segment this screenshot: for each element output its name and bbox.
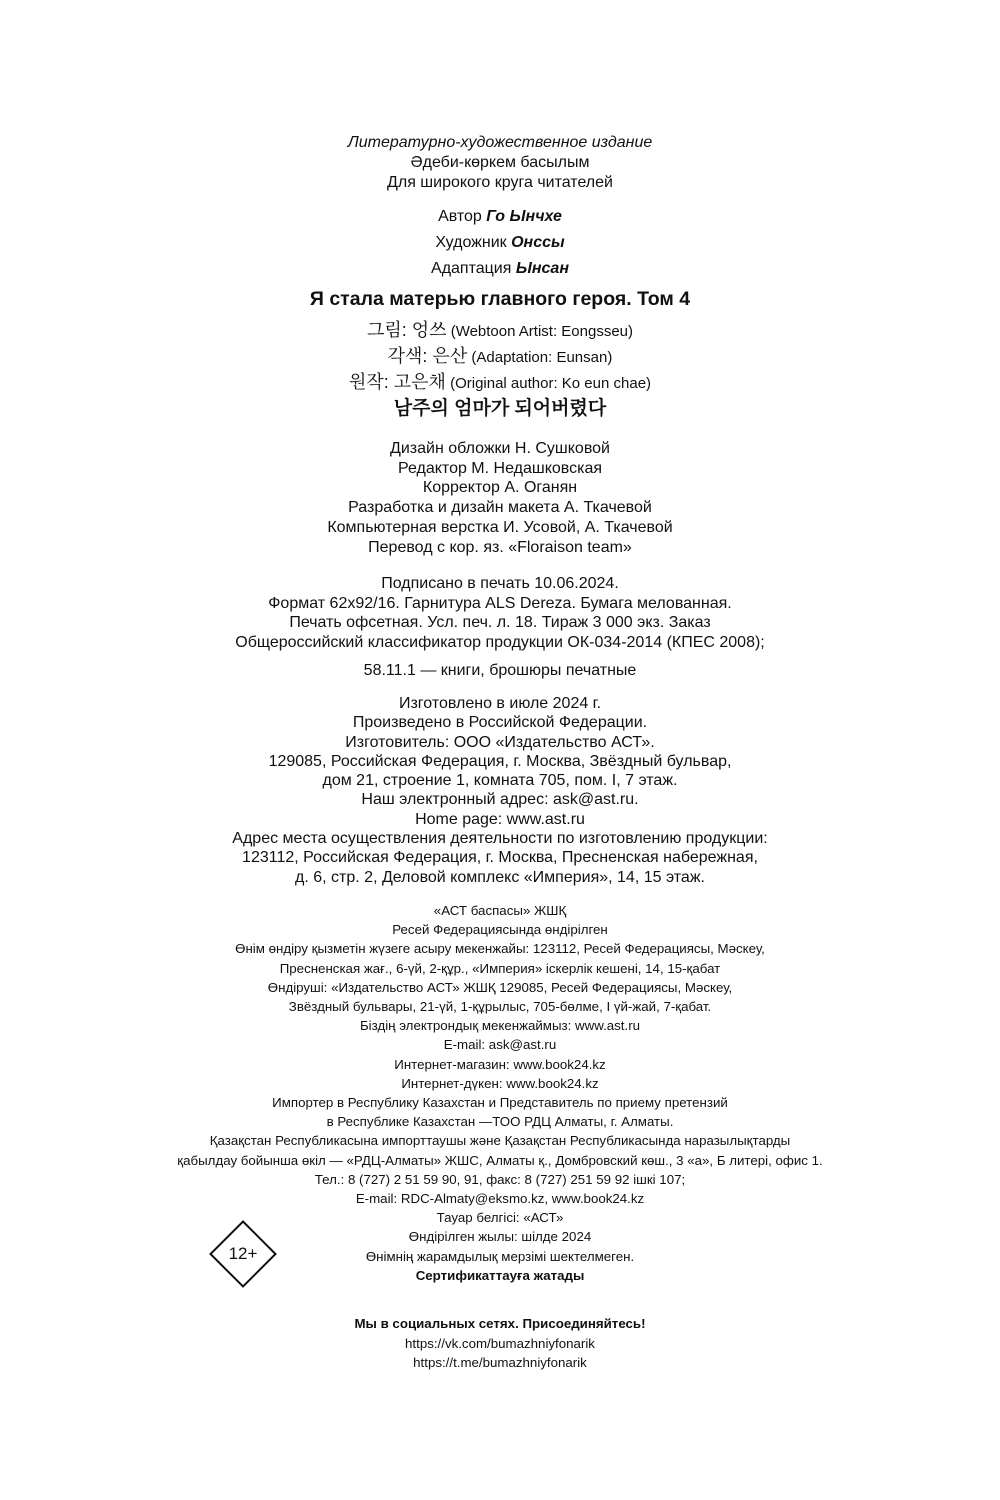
kazakh-line: Звёздный бульвары, 21-үй, 1-құрылыс, 705-бөлме, I үй-жай, 7-қабат.	[288, 999, 712, 1015]
kazakh-line: Өнімнің жарамдылық мерзімі шектелмеген.	[365, 1248, 635, 1264]
staff-credits	[0, 439, 1000, 557]
print-line: Подписано в печать 10.06.2024.	[381, 575, 619, 592]
kazakh-line: Өндіруші: «Издательство АСТ» ЖШҚ 129085, Ресей Федерациясы, Мәскеу,	[267, 979, 733, 995]
author-line	[0, 204, 1000, 230]
kazakh-line: қабылдау бойынша өкіл — «РДЦ-Алматы» ЖШС, Алматы қ., Домбровский көш., 3 «а», Б литері, офис 1.	[177, 1152, 823, 1168]
kazakh-line: Қазақстан Республикасына импорттаушы және Қазақстан Республикасында наразылықтарды	[209, 1133, 791, 1149]
staff-line: Разработка и дизайн макета А. Ткачевой	[348, 499, 652, 517]
kazakh-line: в Республике Казахстан —ТОО РДЦ Алматы, г. Алматы.	[326, 1114, 674, 1130]
adaptation-name: Ынсан	[515, 260, 569, 277]
edition-type-kz: Әдеби-көркем басылым	[410, 154, 590, 171]
certification-note: Сертификаттауға жатады	[415, 1267, 585, 1283]
manufacturer-line: Home page: www.ast.ru	[415, 810, 585, 828]
age-rating-badge	[209, 1220, 277, 1288]
adaptation-line	[0, 256, 1000, 282]
korean-title: 남주의 엄마가 되어버렸다	[393, 398, 607, 419]
manufacturer-line: Изготовитель: ООО «Издательство АСТ».	[345, 733, 655, 751]
manufacturer-line: Произведено в Российской Федерации.	[352, 714, 648, 732]
staff-line: Перевод с кор. яз. «Floraison team»	[368, 538, 632, 556]
korean-credit-en: (Webtoon Artist: Eongsseu)	[450, 323, 634, 340]
kazakh-line: Ресей Федерациясында өндірілген	[392, 922, 608, 938]
artist-label: Художник	[435, 234, 507, 251]
product-code: 58.11.1 — книги, брошюры печатные	[363, 662, 637, 679]
staff-line: Редактор М. Недашковская	[397, 459, 603, 477]
manufacturer-line: 123112, Российская Федерация, г. Москва, Пресненская набережная,	[242, 849, 758, 867]
artist-name: Онссы	[511, 234, 565, 251]
korean-credits	[0, 318, 1000, 396]
manufacturer-line: Адрес места осуществления деятельности по изготовлению продукции:	[232, 830, 768, 848]
korean-credit-ko: 그림: 엉쓰	[366, 320, 447, 340]
kazakhstan-info	[0, 901, 1000, 1285]
author-name: Го Ынчхе	[486, 208, 562, 225]
korean-credit-en: (Adaptation: Eunsan)	[471, 349, 613, 366]
kazakh-line: Интернет-магазин: www.book24.kz	[394, 1056, 606, 1072]
social-link-telegram[interactable]: https://t.me/bumazhniyfonarik	[413, 1355, 587, 1370]
staff-line: Корректор А. Оганян	[422, 479, 578, 497]
book-title: Я стала матерью главного героя. Том 4	[309, 288, 691, 310]
kazakh-line: Импортер в Республику Казахстан и Представитель по приему претензий	[272, 1095, 728, 1111]
korean-credit-line	[0, 344, 1000, 370]
kazakh-line: Тел.: 8 (727) 2 51 59 90, 91, факс: 8 (727) 251 59 92 ішкі 107;	[314, 1171, 686, 1187]
print-line: Печать офсетная. Усл. печ. л. 18. Тираж 3 000 экз. Заказ	[289, 614, 711, 632]
kazakh-line: Пресненская жағ., 6-үй, 2-құр., «Империя» іскерлік кешені, 14, 15-қабат	[279, 960, 721, 976]
korean-credit-ko: 각색: 은산	[387, 346, 468, 366]
edition-type-ru: Литературно-художественное издание	[347, 134, 653, 151]
kazakh-line: Өнім өндіру қызметін жүзеге асыру мекенжайы: 123112, Ресей Федерациясы, Мәскеу,	[235, 941, 765, 957]
age-rating-text: 12+	[228, 1244, 258, 1263]
staff-line: Компьютерная верстка И. Усовой, А. Ткачевой	[327, 518, 673, 536]
manufacturer-line: дом 21, строение 1, комната 705, пом. I, 7 этаж.	[322, 772, 678, 790]
korean-credit-ko: 원작: 고은채	[348, 372, 446, 392]
kazakh-line: Тауар белгісі: «АСТ»	[436, 1210, 564, 1226]
author-label: Автор	[438, 208, 482, 225]
kazakh-line: E-mail: RDC-Almaty@eksmo.kz, www.book24.kz	[355, 1191, 645, 1207]
korean-credit-en: (Original author: Ko eun chae)	[450, 375, 652, 392]
print-line: Общероссийский классификатор продукции ОК-034-2014 (КПЕС 2008);	[235, 634, 765, 652]
audience: Для широкого круга читателей	[387, 174, 613, 191]
adaptation-label: Адаптация	[431, 260, 512, 277]
manufacturer-line: Изготовлено в июле 2024 г.	[398, 695, 602, 712]
kazakh-line: Біздің электрондық мекенжаймыз: www.ast.ru	[359, 1018, 641, 1034]
credits	[0, 204, 1000, 282]
kazakh-line: E-mail: ask@ast.ru	[443, 1037, 557, 1053]
print-info	[0, 574, 1000, 653]
edition-header	[0, 133, 1000, 193]
manufacturer-info	[0, 694, 1000, 887]
korean-credit-line	[0, 370, 1000, 396]
kazakh-line: «АСТ баспасы» ЖШҚ	[433, 903, 567, 918]
kazakh-line: Өндірілген жылы: шілде 2024	[408, 1229, 592, 1245]
manufacturer-line: Наш электронный адрес: ask@ast.ru.	[361, 791, 639, 809]
manufacturer-line: 129085, Российская Федерация, г. Москва, Звёздный бульвар,	[268, 752, 732, 770]
korean-credit-line	[0, 318, 1000, 344]
staff-line: Дизайн обложки Н. Сушковой	[390, 440, 610, 457]
kazakh-line: Интернет-дүкен: www.book24.kz	[401, 1075, 599, 1091]
social-links	[0, 1314, 1000, 1373]
artist-line	[0, 230, 1000, 256]
social-link-vk[interactable]: https://vk.com/bumazhniyfonarik	[405, 1335, 595, 1351]
social-heading: Мы в социальных сетях. Присоединяйтесь!	[354, 1316, 646, 1331]
manufacturer-line: д. 6, стр. 2, Деловой комплекс «Империя», 14, 15 этаж.	[295, 868, 705, 886]
print-line: Формат 62x92/16. Гарнитура ALS Dereza. Бумага мелованная.	[268, 594, 732, 612]
